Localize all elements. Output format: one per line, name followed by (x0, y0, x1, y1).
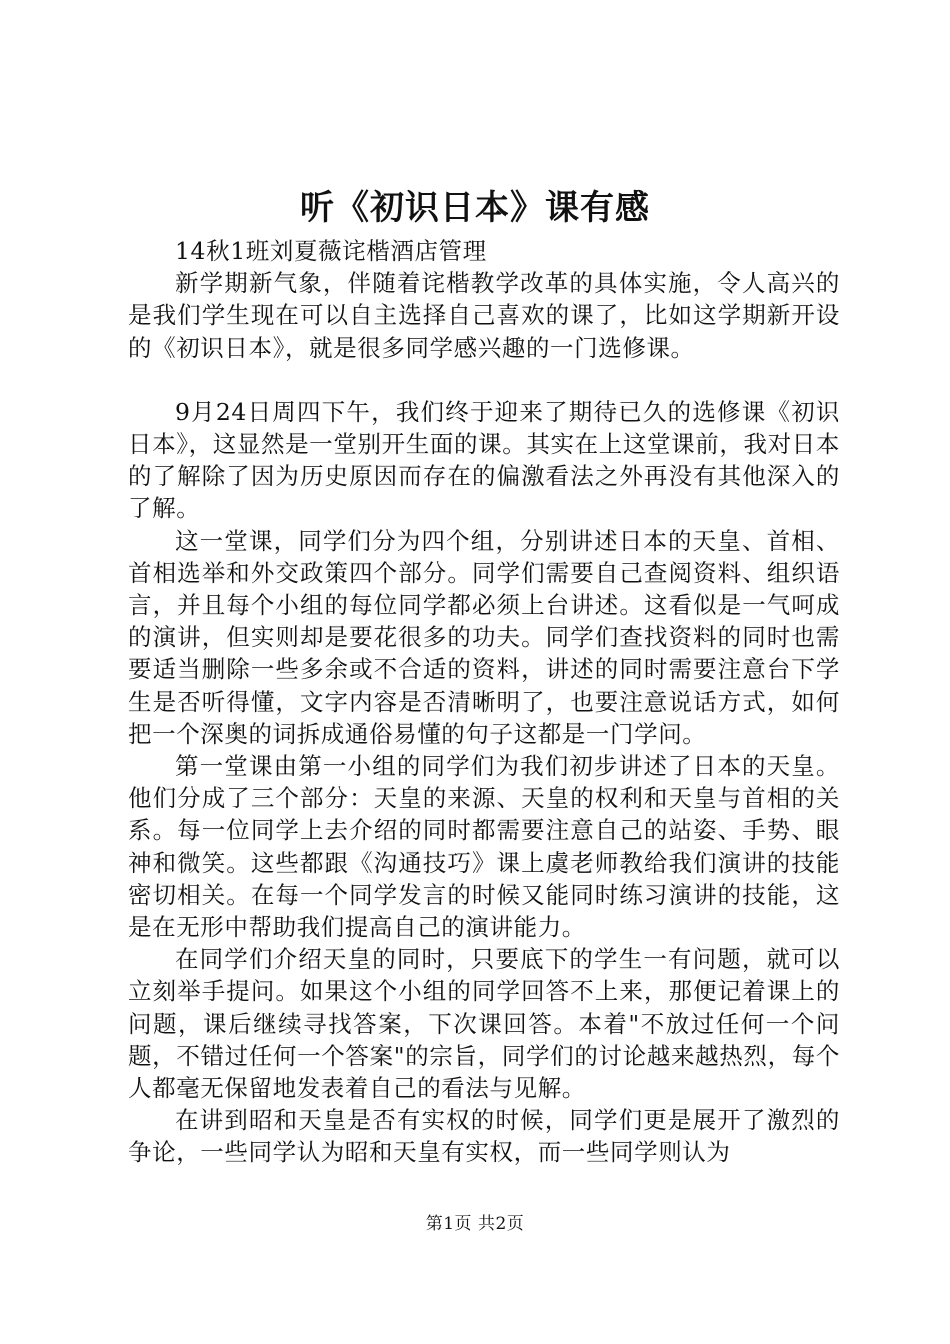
paragraph-5: 在同学们介绍天皇的同时，只要底下的学生一有问题，就可以立刻举手提问。如果这个小组的同学回答不上来，那便记着课上的问题，课后继续寻找答案，下次课回答。本着"不放过任何一个问题，不错过任何一个答案"的宗旨，同学们的讨论越来越热烈，每个人都毫无保留地发表着自己的看法与见解。 (128, 945, 840, 1103)
paragraph-4: 第一堂课由第一小组的同学们为我们初步讲述了日本的天皇。他们分成了三个部分：天皇的来源、天皇的权利和天皇与首相的关系。每一位同学上去介绍的同时都需要注意自己的站姿、手势、眼神和微笑。这些都跟《沟通技巧》课上虞老师教给我们演讲的技能密切相关。在每一个同学发言的时候又能同时练习演讲的技能，这是在无形中帮助我们提高自己的演讲能力。 (128, 752, 840, 942)
paragraph-1: 新学期新气象，伴随着诧楷教学改革的具体实施，令人高兴的是我们学生现在可以自主选择自己喜欢的课了，比如这学期新开设的《初识日本》，就是很多同学感兴趣的一门选修课。 (128, 269, 840, 362)
document-body (128, 235, 840, 1169)
page-number-footer: 第1页 共2页 (425, 1214, 525, 1234)
document-title: 听《初识日本》课有感 (300, 188, 650, 228)
paragraph-2: 9月24日周四下午，我们终于迎来了期待已久的选修课《初识日本》，这显然是一堂别开生面的课。其实在上这堂课前，我对日本的了解除了因为历史原因而存在的偏激看法之外再没有其他深入的了解。 (128, 397, 840, 523)
paragraph-6: 在讲到昭和天皇是否有实权的时候，同学们更是展开了激烈的争论，一些同学认为昭和天皇有实权，而一些同学则认为 (128, 1106, 840, 1167)
paragraph-3: 这一堂课，同学们分为四个组，分别讲述日本的天皇、首相、首相选举和外交政策四个部分。同学们需要自己查阅资料、组织语言，并且每个小组的每位同学都必须上台讲述。这看似是一气呵成的演讲，但实则却是要花很多的功夫。同学们查找资料的同时也需要适当删除一些多余或不合适的资料，讲述的同时需要注意台下学生是否听得懂，文字内容是否清晰明了，也要注意说话方式，如何把一个深奥的词拆成通俗易懂的句子这都是一门学问。 (128, 526, 840, 748)
paragraph-spacer (128, 364, 840, 396)
author-line: 14秋1班刘夏薇诧楷酒店管理 (175, 237, 487, 265)
